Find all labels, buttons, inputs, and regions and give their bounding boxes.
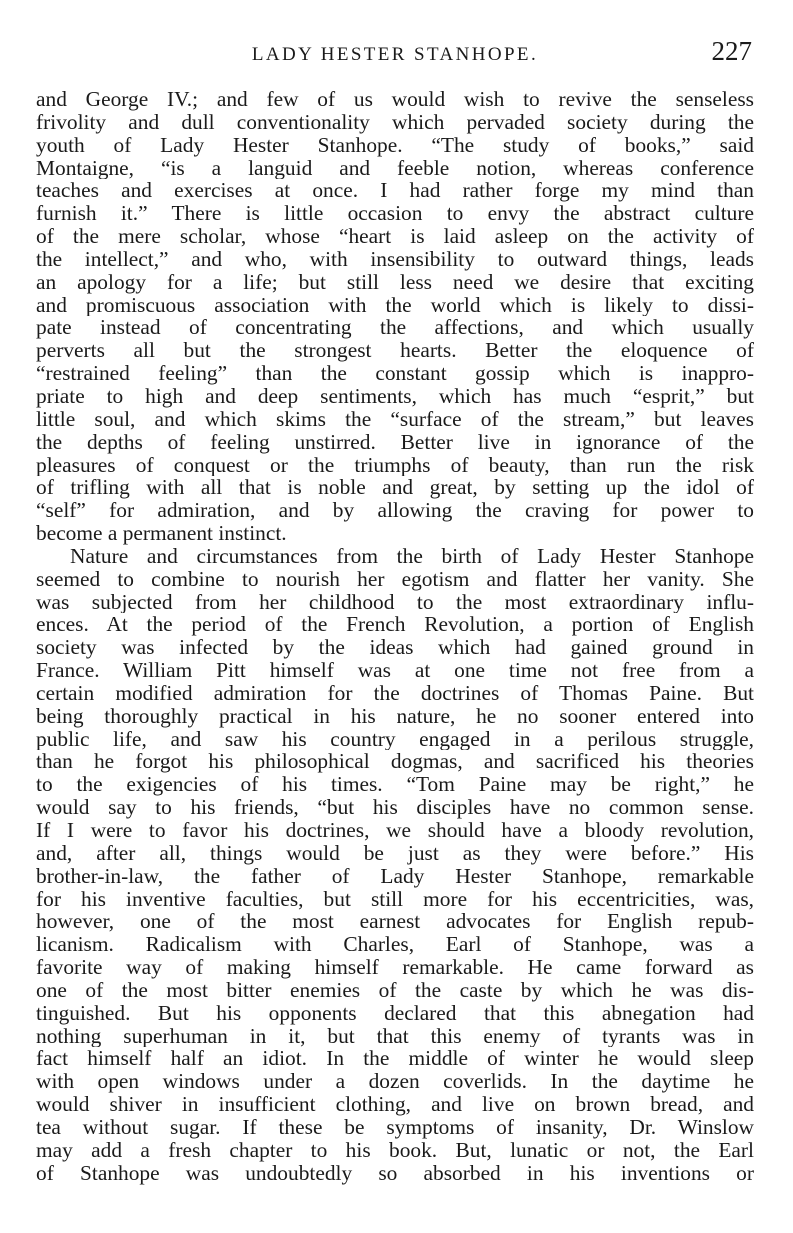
page-number: 227 — [711, 36, 752, 66]
text-line: the depths of feeling unstirred. Better live in ignorance of the — [36, 430, 754, 454]
text-line: perverts all but the strongest hearts. Better the eloquence of — [36, 339, 754, 363]
text-line: youth of Lady Hester Stanhope. “The study of books,” said — [36, 133, 754, 157]
text-line: little soul, and which skims the “surface of the stream,” but leaves — [36, 407, 754, 431]
text-line: seemed to combine to nourish her egotism and flatter her vanity. She — [36, 567, 754, 591]
text-line: would shiver in insufficient clothing, and live on brown bread, and — [36, 1093, 754, 1116]
text-line: certain modified admiration for the doctrines of Thomas Paine. But — [36, 681, 754, 705]
body-text — [36, 88, 754, 1185]
text-line: of Stanhope was undoubtedly so absorbed in his inventions or — [36, 1161, 754, 1185]
text-line: tea without sugar. If these be symptoms of insanity, Dr. Winslow — [36, 1115, 754, 1139]
text-line: If I were to favor his doctrines, we should have a bloody revolution, — [36, 819, 754, 842]
text-line: to the exigencies of his times. “Tom Paine may be right,” he — [36, 773, 754, 797]
text-line: favorite way of making himself remarkable. He came forward as — [36, 956, 754, 979]
text-line: and promiscuous association with the world which is likely to dissi- — [36, 293, 754, 317]
text-line: one of the most bitter enemies of the caste by which he was dis- — [36, 978, 754, 1002]
text-line: of trifling with all that is noble and great, by setting up the idol of — [36, 476, 754, 500]
text-line: licanism. Radicalism with Charles, Earl of Stanhope, was a — [36, 933, 754, 957]
text-line: and George IV.; and few of us would wish to revive the senseless — [36, 88, 754, 111]
text-line: for his inventive faculties, but still more for his eccentricities, was, — [36, 887, 754, 911]
text-line: was subjected from her childhood to the most extraordinary influ- — [36, 590, 754, 614]
text-line: an apology for a life; but still less need we desire that exciting — [36, 270, 754, 294]
text-line: furnish it.” There is little occasion to envy the abstract culture — [36, 202, 754, 226]
text-line: pleasures of conquest or the triumphs of beauty, than run the risk — [36, 453, 754, 477]
text-line: and, after all, things would be just as they were before.” His — [36, 841, 754, 865]
running-title: LADY HESTER STANHOPE. — [251, 44, 539, 65]
text-line: pate instead of concentrating the affections, and which usually — [36, 316, 754, 340]
paragraph-start-line: Nature and circumstances from the birth of Lady Hester Stanhope — [70, 544, 754, 568]
text-line: brother-in-law, the father of Lady Hester Stanhope, remarkable — [36, 864, 754, 888]
text-line: than he forgot his philosophical dogmas, and sacrificed his theories — [36, 750, 754, 774]
text-line: frivolity and dull conventionality which pervaded society during the — [36, 110, 754, 134]
text-line: become a permanent instinct. — [36, 522, 287, 545]
text-line: nothing superhuman in it, but that this enemy of tyrants was in — [36, 1024, 754, 1048]
text-line: teaches and exercises at once. I had rather forge my mind than — [36, 179, 754, 203]
text-line: ences. At the period of the French Revolution, a portion of English — [36, 613, 754, 637]
text-line: with open windows under a dozen coverlids. In the daytime he — [36, 1070, 754, 1094]
text-line: fact himself half an idiot. In the middle of winter he would sleep — [36, 1047, 754, 1071]
page-header — [36, 36, 754, 72]
text-line: of the mere scholar, whose “heart is laid asleep on the activity of — [36, 225, 754, 248]
text-line: may add a fresh chapter to his book. But, lunatic or not, the Earl — [36, 1138, 754, 1162]
text-line: public life, and saw his country engaged in a perilous struggle, — [36, 727, 754, 751]
text-line: being thoroughly practical in his nature, he no sooner entered into — [36, 704, 754, 728]
text-line: priate to high and deep sentiments, which has much “esprit,” but — [36, 384, 754, 408]
text-line: “self” for admiration, and by allowing the craving for power to — [36, 499, 754, 523]
text-line: “restrained feeling” than the constant gossip which is inappro- — [36, 362, 754, 385]
text-line: tinguished. But his opponents declared that this abnegation had — [36, 1001, 754, 1025]
text-line: the intellect,” and who, with insensibility to outward things, leads — [36, 247, 754, 271]
text-line: would say to his friends, “but his disciples have no common sense. — [36, 796, 754, 819]
text-line: Montaigne, “is a languid and feeble notion, whereas conference — [36, 156, 754, 180]
text-line: France. William Pitt himself was at one time not free from a — [36, 659, 754, 682]
text-line: society was infected by the ideas which had gained ground in — [36, 636, 754, 660]
text-line: however, one of the most earnest advocates for English repub- — [36, 910, 754, 934]
